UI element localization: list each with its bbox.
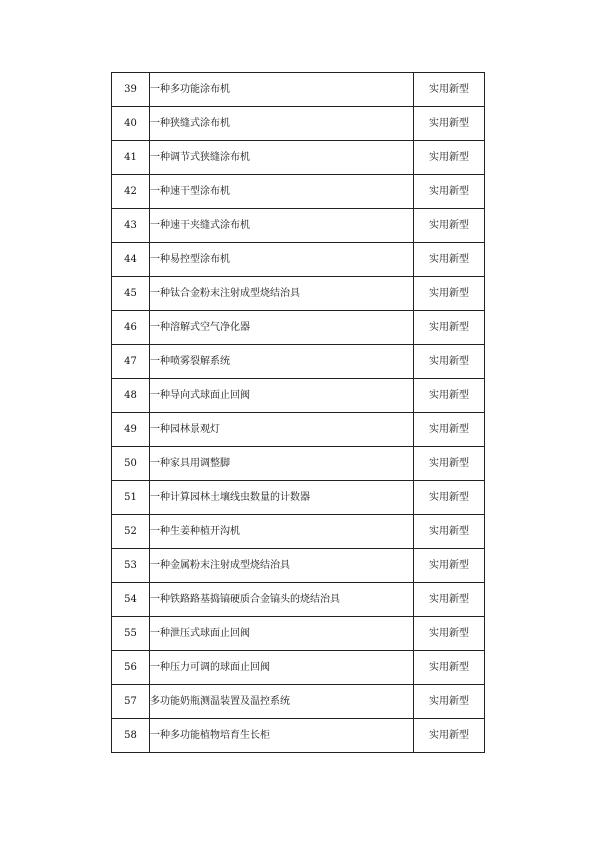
- row-number: 46: [112, 311, 150, 345]
- patent-type: 实用新型: [414, 413, 485, 447]
- row-number: 48: [112, 379, 150, 413]
- row-number: 43: [112, 209, 150, 243]
- table-row: [112, 515, 485, 549]
- table-row: [112, 175, 485, 209]
- patent-name: 一种园林景观灯: [150, 413, 414, 447]
- table-row: [112, 141, 485, 175]
- row-number: 58: [112, 719, 150, 753]
- row-number: 47: [112, 345, 150, 379]
- row-number: 52: [112, 515, 150, 549]
- table-row: [112, 311, 485, 345]
- row-number: 44: [112, 243, 150, 277]
- patent-type: 实用新型: [414, 175, 485, 209]
- patent-type: 实用新型: [414, 107, 485, 141]
- table-row: [112, 209, 485, 243]
- table-row: [112, 583, 485, 617]
- table-row: [112, 651, 485, 685]
- table-row: [112, 447, 485, 481]
- table-row: [112, 481, 485, 515]
- patent-type: 实用新型: [414, 617, 485, 651]
- patent-type: 实用新型: [414, 141, 485, 175]
- patent-name: 一种钛合金粉末注射成型烧结治具: [150, 277, 414, 311]
- patent-type: 实用新型: [414, 243, 485, 277]
- patent-name: 一种速干型涂布机: [150, 175, 414, 209]
- patent-name: 一种多功能植物培育生长柜: [150, 719, 414, 753]
- patent-name: 一种溶解式空气净化器: [150, 311, 414, 345]
- table-row: [112, 549, 485, 583]
- patent-name: 一种狭缝式涂布机: [150, 107, 414, 141]
- row-number: 54: [112, 583, 150, 617]
- patent-type: 实用新型: [414, 685, 485, 719]
- patent-type: 实用新型: [414, 345, 485, 379]
- patent-name: 一种导向式球面止回阀: [150, 379, 414, 413]
- patent-name: 一种铁路路基捣镐硬质合金镐头的烧结治具: [150, 583, 414, 617]
- patent-type: 实用新型: [414, 447, 485, 481]
- row-number: 57: [112, 685, 150, 719]
- patent-name: 一种易控型涂布机: [150, 243, 414, 277]
- patent-type: 实用新型: [414, 651, 485, 685]
- patent-name: 一种喷雾裂解系统: [150, 345, 414, 379]
- patent-type: 实用新型: [414, 583, 485, 617]
- patent-name: 一种金属粉末注射成型烧结治具: [150, 549, 414, 583]
- patent-name: 一种家具用调整脚: [150, 447, 414, 481]
- patent-type: 实用新型: [414, 311, 485, 345]
- row-number: 53: [112, 549, 150, 583]
- patent-name: 一种计算园林土壤线虫数量的计数器: [150, 481, 414, 515]
- patent-type: 实用新型: [414, 277, 485, 311]
- table-row: [112, 243, 485, 277]
- patent-type: 实用新型: [414, 719, 485, 753]
- patent-name: 一种速干夹缝式涂布机: [150, 209, 414, 243]
- patent-type: 实用新型: [414, 549, 485, 583]
- patent-type: 实用新型: [414, 515, 485, 549]
- table-row: [112, 719, 485, 753]
- patent-type: 实用新型: [414, 481, 485, 515]
- table-row: [112, 685, 485, 719]
- patent-name: 一种多功能涂布机: [150, 73, 414, 107]
- table-row: [112, 73, 485, 107]
- patent-name: 一种调节式狭缝涂布机: [150, 141, 414, 175]
- table-row: [112, 277, 485, 311]
- row-number: 49: [112, 413, 150, 447]
- patent-type: 实用新型: [414, 73, 485, 107]
- row-number: 45: [112, 277, 150, 311]
- patent-name: 一种生姜种植开沟机: [150, 515, 414, 549]
- row-number: 56: [112, 651, 150, 685]
- patent-table: [111, 72, 485, 753]
- table-row: [112, 379, 485, 413]
- row-number: 51: [112, 481, 150, 515]
- row-number: 42: [112, 175, 150, 209]
- patent-type: 实用新型: [414, 209, 485, 243]
- patent-name: 一种压力可调的球面止回阀: [150, 651, 414, 685]
- row-number: 40: [112, 107, 150, 141]
- row-number: 41: [112, 141, 150, 175]
- table-row: [112, 107, 485, 141]
- patent-type: 实用新型: [414, 379, 485, 413]
- row-number: 50: [112, 447, 150, 481]
- patent-name: 多功能奶瓶测温装置及温控系统: [150, 685, 414, 719]
- row-number: 39: [112, 73, 150, 107]
- patent-name: 一种泄压式球面止回阀: [150, 617, 414, 651]
- table-row: [112, 413, 485, 447]
- table-row: [112, 617, 485, 651]
- row-number: 55: [112, 617, 150, 651]
- patent-table-body: [112, 73, 485, 753]
- table-row: [112, 345, 485, 379]
